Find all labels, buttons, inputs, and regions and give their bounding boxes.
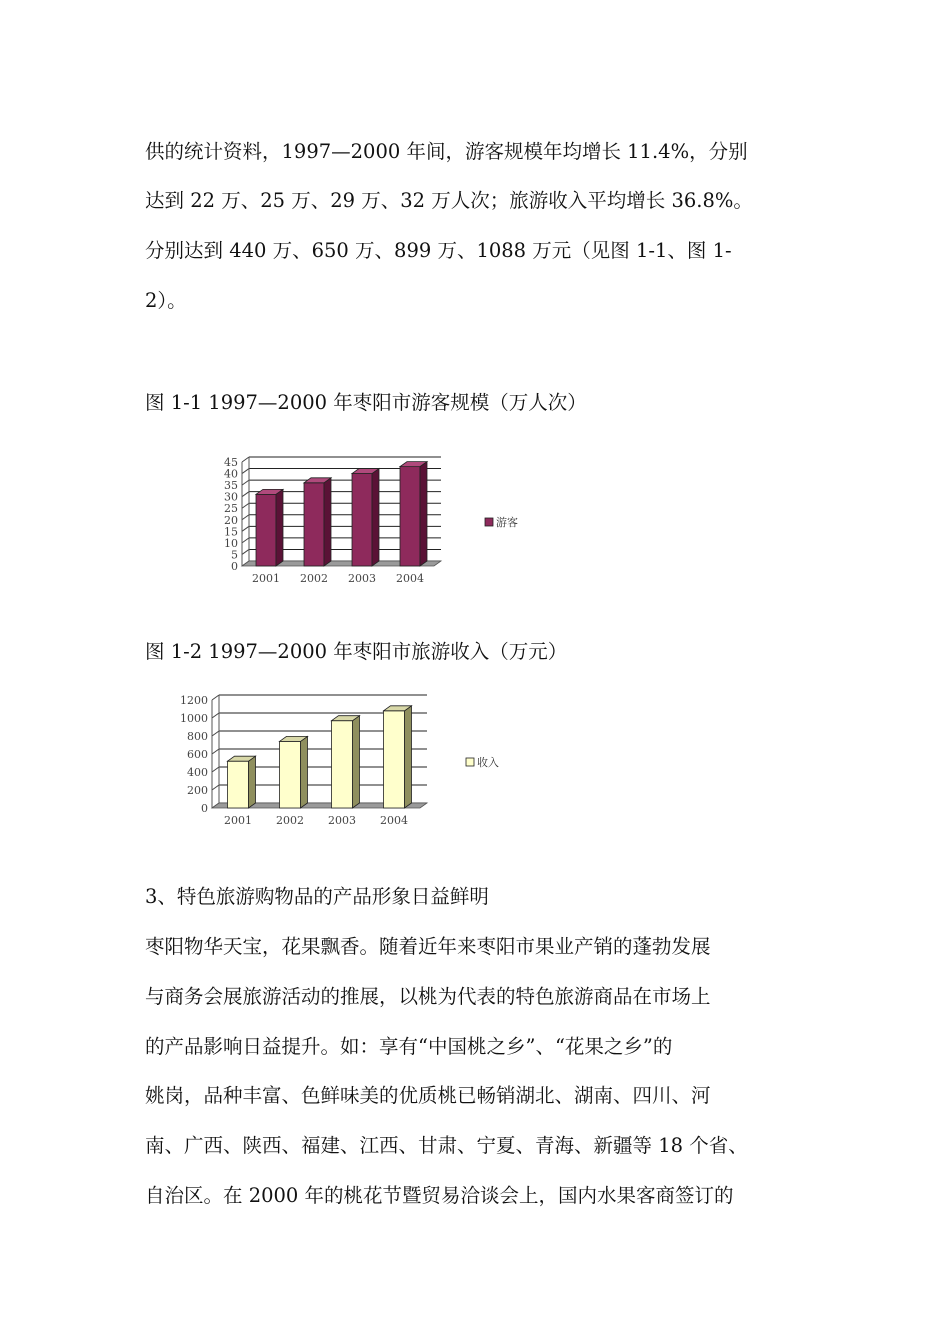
bar-side (405, 706, 412, 808)
paragraph-1-line-3: 分别达到 440 万、650 万、899 万、1088 万元（见图 1-1、图 1- (145, 239, 732, 262)
bar-side (276, 489, 283, 566)
bar-side (301, 736, 308, 808)
y-tick-label: 30 (224, 490, 238, 504)
bar (400, 467, 420, 566)
section-heading: 3、特色旅游购物品的产品形象日益鲜明 (145, 885, 489, 908)
y-tick-label: 20 (224, 513, 238, 527)
y-tick-label: 1000 (180, 712, 208, 725)
paragraph-1-line-2: 达到 22 万、25 万、29 万、32 万人次；旅游收入平均增长 36.8%。 (145, 189, 753, 212)
y-tick-label: 400 (187, 766, 208, 779)
paragraph-2-line-2: 与商务会展旅游活动的推展，以桃为代表的特色旅游商品在市场上 (145, 985, 711, 1008)
tourist-chart-svg (210, 448, 540, 593)
legend-swatch (485, 518, 493, 526)
y-tick-label: 0 (201, 802, 208, 815)
y-tick-label: 5 (231, 548, 238, 562)
bar-side (249, 756, 256, 808)
bar (304, 483, 324, 566)
figure-2-caption: 图 1-2 1997—2000 年枣阳市旅游收入（万元） (145, 640, 568, 663)
paragraph-2-line-4: 姚岗，品种丰富、色鲜味美的优质桃已畅销湖北、湖南、四川、河 (145, 1084, 711, 1107)
paragraph-2-line-6: 自治区。在 2000 年的桃花节暨贸易洽谈会上，国内水果客商签订的 (145, 1184, 734, 1207)
y-tick-label: 40 (224, 467, 238, 481)
x-tick-label: 2003 (328, 814, 356, 827)
grid-diagonal (242, 549, 249, 554)
y-tick-label: 15 (224, 525, 238, 539)
y-tick-label: 25 (224, 502, 238, 516)
grid-diagonal (242, 480, 249, 485)
bar (352, 474, 372, 566)
bar (332, 721, 353, 808)
grid-diagonal (242, 503, 249, 508)
legend-label: 收入 (477, 756, 499, 769)
y-tick-label: 800 (187, 730, 208, 743)
legend-label: 游客 (496, 516, 518, 529)
y-tick-label: 35 (224, 479, 238, 493)
paragraph-2-line-5: 南、广西、陕西、福建、江西、甘肃、宁夏、青海、新疆等 18 个省、 (145, 1134, 748, 1157)
grid-diagonal (242, 538, 249, 543)
bar-side (324, 478, 331, 566)
bar (256, 494, 276, 566)
y-tick-label: 200 (187, 784, 208, 797)
bar-side (372, 469, 379, 566)
paragraph-2-line-3: 的产品影响日益提升。如：享有“中国桃之乡”、“花果之乡”的 (145, 1035, 673, 1058)
y-tick-label: 0 (231, 560, 238, 573)
bar (228, 761, 249, 808)
x-tick-label: 2002 (276, 814, 304, 827)
y-tick-label: 600 (187, 748, 208, 761)
y-tick-label: 1200 (180, 694, 208, 707)
legend-swatch (466, 758, 474, 766)
grid-diagonal (242, 526, 249, 531)
grid-diagonal (242, 469, 249, 474)
x-tick-label: 2001 (224, 814, 252, 827)
bar (384, 711, 405, 808)
grid-diagonal (242, 492, 249, 497)
bar-side (353, 716, 360, 808)
figure-1-caption: 图 1-1 1997—2000 年枣阳市游客规模（万人次） (145, 391, 587, 414)
y-tick-label: 10 (224, 536, 238, 550)
x-tick-label: 2002 (300, 572, 328, 585)
x-tick-label: 2004 (396, 572, 424, 585)
grid-diagonal (212, 767, 219, 772)
paragraph-1-line-1: 供的统计资料，1997—2000 年间，游客规模年均增长 11.4%，分别 (145, 140, 748, 163)
bar-side (420, 462, 427, 566)
x-tick-label: 2004 (380, 814, 408, 827)
paragraph-2-line-1: 枣阳物华天宝，花果飘香。随着近年来枣阳市果业产销的蓬勃发展 (145, 935, 711, 958)
grid-diagonal (212, 731, 219, 736)
grid-diagonal (212, 749, 219, 754)
paragraph-1-line-4: 2）。 (145, 289, 187, 312)
y-tick-label: 45 (224, 456, 238, 469)
x-tick-label: 2003 (348, 572, 376, 585)
grid-diagonal (212, 785, 219, 790)
bar (280, 741, 301, 808)
grid-diagonal (242, 515, 249, 520)
grid-diagonal (212, 695, 219, 700)
grid-diagonal (212, 713, 219, 718)
tourist-chart (210, 448, 540, 593)
x-tick-label: 2001 (252, 572, 280, 585)
revenue-chart (170, 690, 530, 835)
grid-diagonal (242, 457, 249, 462)
revenue-chart-svg (170, 690, 530, 835)
